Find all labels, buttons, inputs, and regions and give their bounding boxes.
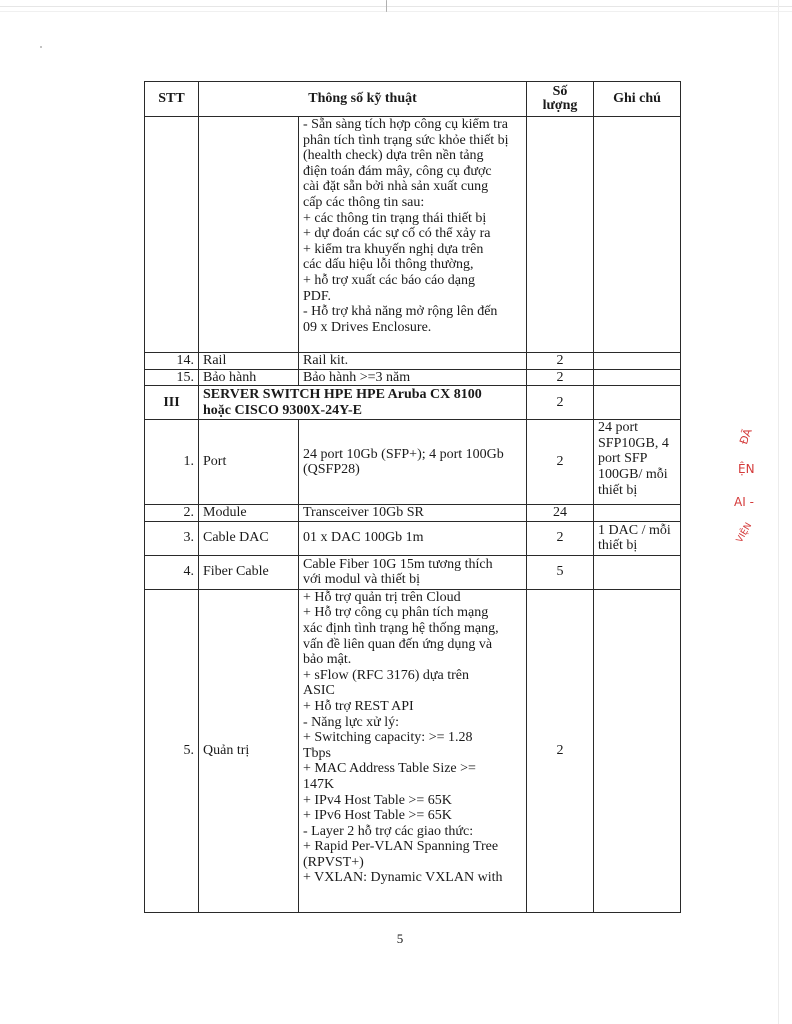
continued-qty xyxy=(527,117,594,353)
row-spec: Transceiver 10Gb SR xyxy=(299,505,527,522)
row-item: Bảo hành xyxy=(199,369,299,386)
section-qty: 2 xyxy=(527,386,594,420)
red-stamp-fragment xyxy=(728,426,778,570)
continued-spec: - Sẵn sàng tích hợp công cụ kiểm tra phân tích tình trạng sức khỏe thiết bị (health check) dựa trên nền tảng điện toán đám mây, công cụ được cài đặt sẵn bởi nhà sản xuất cung cấp các thông tin sau: + các thông tin trạng thái thiết bị + dự đoán các sự cố có thể xảy ra + kiểm tra khuyến nghị dựa trên các dấu hiệu lỗi thông thường, + hỗ trợ xuất các báo cáo dạng PDF. - Hỗ trợ khả năng mở rộng lên đến 09 x Drives Enclosure. xyxy=(299,117,527,353)
row-spec: Rail kit. xyxy=(299,353,527,370)
row-item: Rail xyxy=(199,353,299,370)
table-row xyxy=(145,555,681,589)
stamp-text-3: AI - xyxy=(734,495,754,509)
row-spec: 24 port 10Gb (SFP+); 4 port 100Gb (QSFP28) xyxy=(299,420,527,505)
scan-top-line xyxy=(0,6,792,7)
header-qty xyxy=(527,82,594,117)
row-stt: 3. xyxy=(145,521,199,555)
stamp-text-4: VIỆN xyxy=(734,521,755,545)
row-item: Quản trị xyxy=(199,589,299,912)
section-title: SERVER SWITCH HPE HPE Aruba CX 8100 hoặc CISCO 9300X-24Y-E xyxy=(199,386,527,420)
row-note: 1 DAC / mỗi thiết bị xyxy=(594,521,681,555)
stamp-text-2: ỆN xyxy=(738,462,755,476)
row-qty: 2 xyxy=(527,589,594,912)
row-note: 24 port SFP10GB, 4 port SFP 100GB/ mỗi thiết bị xyxy=(594,420,681,505)
section-note xyxy=(594,386,681,420)
row-item: Port xyxy=(199,420,299,505)
header-qty-line2: lượng xyxy=(542,98,578,113)
row-note xyxy=(594,589,681,912)
continued-row xyxy=(145,117,681,353)
scan-top-line-faint xyxy=(0,11,792,12)
section-row xyxy=(145,386,681,420)
header-spec: Thông số kỹ thuật xyxy=(199,82,527,117)
row-qty: 2 xyxy=(527,369,594,386)
row-note xyxy=(594,505,681,522)
row-note xyxy=(594,353,681,370)
row-qty: 2 xyxy=(527,521,594,555)
row-note xyxy=(594,369,681,386)
scan-speck xyxy=(40,46,42,48)
row-item: Fiber Cable xyxy=(199,555,299,589)
row-stt: 15. xyxy=(145,369,199,386)
header-note: Ghi chú xyxy=(594,82,681,117)
row-spec: 01 x DAC 100Gb 1m xyxy=(299,521,527,555)
section-stt: III xyxy=(145,386,199,420)
row-qty: 5 xyxy=(527,555,594,589)
row-item: Cable DAC xyxy=(199,521,299,555)
continued-stt xyxy=(145,117,199,353)
spec-table xyxy=(144,81,681,913)
table-row xyxy=(145,420,681,505)
table-row xyxy=(145,353,681,370)
continued-item xyxy=(199,117,299,353)
row-stt: 4. xyxy=(145,555,199,589)
continued-note xyxy=(594,117,681,353)
header-stt: STT xyxy=(145,82,199,117)
row-qty: 2 xyxy=(527,420,594,505)
table-row xyxy=(145,521,681,555)
row-spec: Bảo hành >=3 năm xyxy=(299,369,527,386)
header-row xyxy=(145,82,681,117)
scan-mark xyxy=(386,0,387,12)
table-row xyxy=(145,589,681,912)
stamp-text-1: ĐÃ xyxy=(737,426,755,447)
row-qty: 2 xyxy=(527,353,594,370)
row-note xyxy=(594,555,681,589)
row-qty: 24 xyxy=(527,505,594,522)
table-row xyxy=(145,369,681,386)
row-spec: Cable Fiber 10G 15m tương thích với modul và thiết bị xyxy=(299,555,527,589)
row-spec: + Hỗ trợ quản trị trên Cloud + Hỗ trợ công cụ phân tích mạng xác định tình trạng hệ thống mạng, vấn đề liên quan đến ứng dụng và bảo mật. + sFlow (RFC 3176) dựa trên ASIC + Hỗ trợ REST API - Năng lực xử lý: + Switching capacity: >= 1.28 Tbps + MAC Address Table Size >= 147K + IPv4 Host Table >= 65K + IPv6 Host Table >= 65K - Layer 2 hỗ trợ các giao thức: + Rapid Per-VLAN Spanning Tree (RPVST+) + VXLAN: Dynamic VXLAN with xyxy=(299,589,527,912)
scan-right-edge xyxy=(778,0,779,1024)
row-stt: 1. xyxy=(145,420,199,505)
page-number: 5 xyxy=(396,931,404,946)
row-stt: 14. xyxy=(145,353,199,370)
row-stt: 2. xyxy=(145,505,199,522)
header-qty-line1: Số xyxy=(552,84,568,99)
row-stt: 5. xyxy=(145,589,199,912)
row-item: Module xyxy=(199,505,299,522)
table-row xyxy=(145,505,681,522)
